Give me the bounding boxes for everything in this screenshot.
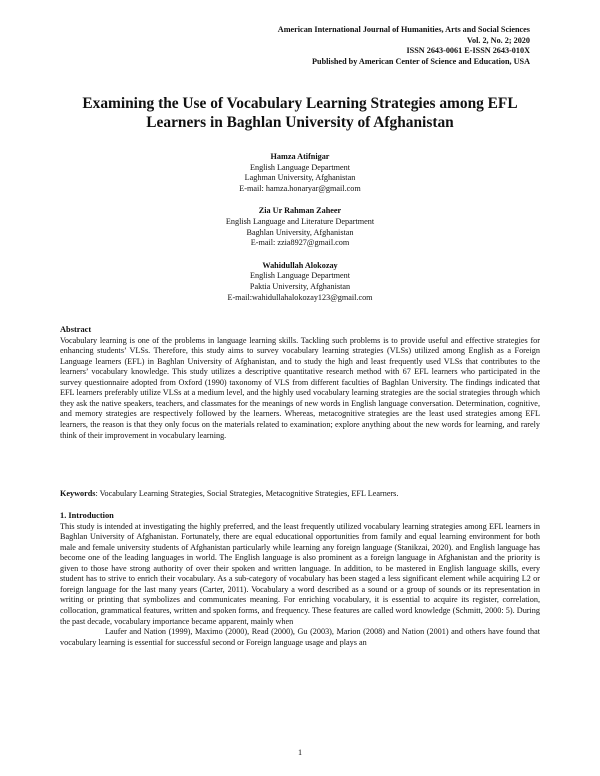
introduction-section: [60, 511, 540, 648]
journal-name: American International Journal of Humanities, Arts and Social Sciences: [277, 25, 530, 34]
author-name: Hamza Atifnigar: [270, 152, 330, 161]
keywords-line: [60, 489, 540, 500]
abstract-text: Vocabulary learning is one of the problems in language learning skills. Tackling such problems is to provide useful and effective strategies for enhancing students’ VLSs. Therefore, this study aims to survey vocabulary learning strategies (VLSs) utilized among English as a Foreign Language learners (EFL) in Baghlan University of Afghanistan, and to study the high and least frequently used VLSs that contributes to the learners’ vocabulary knowledge. This study utilizes a descriptive quantitative research method with 67 EFL learners who participated in the survey questionnaire adopted from Oxford (1990) taxonomy of VLS from different faculties of Baghlan University. The findings indicated that EFL learners preferably utilize VLSs at a medium level, and the highly used vocabulary learning strategies are the social strategies through which they ask the native speakers, teachers, and classmates for the meanings of new words in English language conversation. Determination, cognitive, and memory strategies are respectively followed by the learners. Whereas, metacognitive strategies are the least used strategies among EFL learners, the reason is that they only focus on the materials related to examination; explore anything about the new words for learning, and rarely think of their improvement in vocabulary learning.: [60, 335, 540, 440]
author-name: Zia Ur Rahman Zaheer: [258, 206, 342, 216]
journal-issn: ISSN 2643-0061 E-ISSN 2643-010X: [406, 46, 530, 56]
author-name: Wahidullah Alokozay: [262, 260, 338, 270]
author-block: [60, 206, 540, 248]
journal-publisher: Published by American Center of Science and Education, USA: [312, 56, 530, 66]
paper-title: Examining the Use of Vocabulary Learning Strategies among EFL Learners in Baghlan University of Afghanistan: [82, 95, 518, 131]
journal-header: [278, 25, 530, 67]
author-department: English Language Department: [249, 162, 351, 172]
author-block: [60, 152, 540, 194]
author-email: E-mail:wahidullahalokozay123@gmail.com: [227, 292, 373, 302]
author-university: Paktia University, Afghanistan: [249, 281, 351, 291]
introduction-paragraph: This study is intended at investigating the highly preferred, and the least frequently utilized vocabulary learning strategies among EFL learners in Baghlan University of Afghanistan. Fortunately, there are equal educational opportunities from family and equal learning environment for both male and female university students of Afghanistan particularly while learning any foreign language (Stanikzai, 2020). and English language has become one of the leading languages in world. The English language is also prominent as a foreign language in Afghanistan and the priority is given to those have strong authority of over their spoken and written language. In addition, to be mastered in English language skills, every student has to strive to enrich their vocabulary. As a sub-category of vocabulary has been staged a less significant element while acquiring L2 or foreign language for the last many years (Carter, 2011). Vocabulary a word described as a sound or a group of sounds or its representation in writing or printing that symbolizes and communicates meaning. For enriching vocabulary, it is essential to acquire its register, correlation, collocation, grammatical features, written and spoken forms, and frequency. These features are called word knowledge (Schmitt, 2000: 5). During the past decade, vocabulary importance became apparent, mainly when: [60, 521, 540, 626]
author-university: Baghlan University, Afghanistan: [246, 227, 354, 237]
page-number: 1: [297, 748, 303, 757]
introduction-heading: 1. Introduction: [60, 511, 114, 520]
author-university: Laghman University, Afghanistan: [244, 173, 356, 183]
author-list: [60, 152, 540, 315]
author-email: E-mail: zzia8927@gmail.com: [250, 238, 350, 248]
author-email: E-mail: hamza.honaryar@gmail.com: [239, 183, 361, 193]
abstract-section: [60, 325, 540, 441]
author-department: English Language Department: [249, 271, 351, 281]
journal-volume: Vol. 2, No. 2; 2020: [466, 35, 530, 45]
introduction-paragraph: Laufer and Nation (1999), Maximo (2000), Read (2000), Gu (2003), Marion (2008) and Nation (2001) and others have found that vocabulary learning is essential for successful second or Foreign language usage and plays an: [60, 627, 540, 647]
author-department: English Language and Literature Department: [225, 216, 375, 226]
author-block: [60, 261, 540, 303]
keywords-label: Keywords: [60, 489, 96, 498]
abstract-heading: Abstract: [60, 325, 92, 334]
keywords-text: : Vocabulary Learning Strategies, Social Strategies, Metacognitive Strategies, EFL Learners.: [95, 489, 399, 498]
